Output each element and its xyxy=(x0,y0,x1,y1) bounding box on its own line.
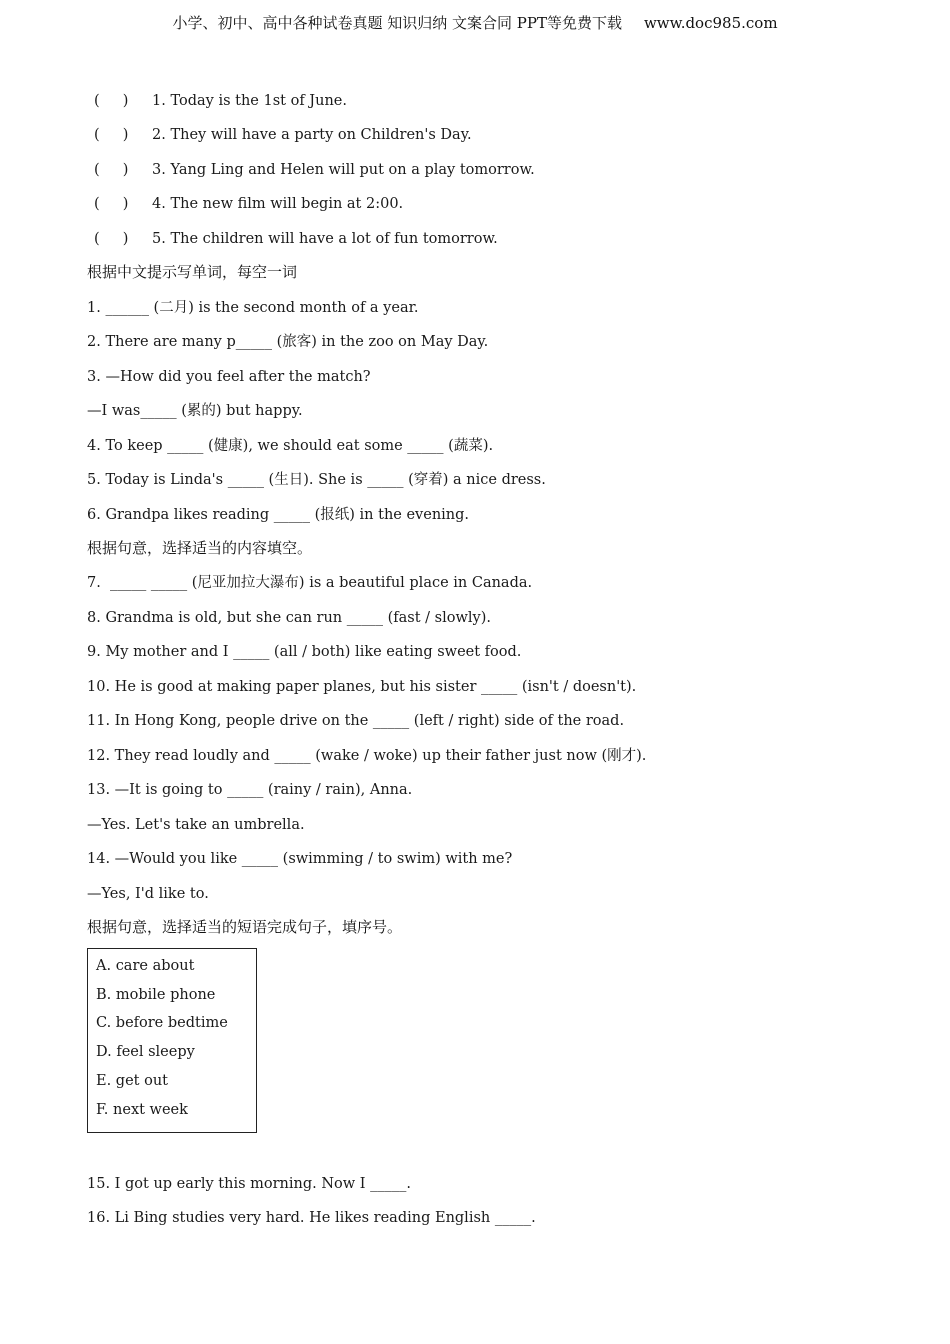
answer-paren[interactable]: ( ) xyxy=(94,127,129,143)
question-line: 1. ______ (二月) is the second month of a year. xyxy=(87,300,419,316)
question-line: 3. —How did you feel after the match? xyxy=(87,369,371,385)
question-line: 16. Li Bing studies very hard. He likes reading English _____. xyxy=(87,1210,536,1226)
question-line: —Yes, I'd like to. xyxy=(87,886,209,902)
question-line: 4. To keep _____ (健康), we should eat some _____ (蔬菜). xyxy=(87,438,494,454)
tf-text: 4. The new film will begin at 2:00. xyxy=(152,196,404,212)
answer-paren[interactable]: ( ) xyxy=(94,231,129,247)
section-title-choose-phrase: 根据句意，选择适当的短语完成句子，填序号。 xyxy=(87,918,403,936)
page-header xyxy=(0,12,950,33)
tf-item-1 xyxy=(94,92,347,110)
answer-paren[interactable]: ( ) xyxy=(94,196,129,212)
tf-item-2 xyxy=(94,126,472,144)
tf-text: 5. The children will have a lot of fun tomorrow. xyxy=(152,231,498,247)
phrase-option: C. before bedtime xyxy=(96,1015,228,1031)
question-line: —Yes. Let's take an umbrella. xyxy=(87,817,305,833)
tf-text: 1. Today is the 1st of June. xyxy=(152,93,347,109)
phrase-option: E. get out xyxy=(96,1073,168,1089)
question-line: 14. —Would you like _____ (swimming / to swim) with me? xyxy=(87,851,513,867)
question-line: 2. There are many p_____ (旅客) in the zoo on May Day. xyxy=(87,334,489,350)
tf-item-5 xyxy=(94,230,498,248)
tf-text: 2. They will have a party on Children's Day. xyxy=(152,127,472,143)
question-line: 9. My mother and I _____ (all / both) like eating sweet food. xyxy=(87,644,522,660)
section-title-word-hints: 根据中文提示写单词，每空一词 xyxy=(87,263,298,281)
question-line: 8. Grandma is old, but she can run _____ (fast / slowly). xyxy=(87,610,491,626)
question-line: 10. He is good at making paper planes, but his sister _____ (isn't / doesn't). xyxy=(87,679,637,695)
phrase-option: F. next week xyxy=(96,1102,188,1118)
question-line: —I was_____ (累的) but happy. xyxy=(87,403,303,419)
phrase-option: A. care about xyxy=(96,958,195,974)
header-site: www.doc985.com xyxy=(643,14,778,32)
section-title-choose-content: 根据句意，选择适当的内容填空。 xyxy=(87,539,313,557)
tf-item-3 xyxy=(94,161,535,179)
phrase-option: B. mobile phone xyxy=(96,987,216,1003)
header-title: 小学、初中、高中各种试卷真题 知识归纳 文案合同 PPT等免费下载 xyxy=(172,14,622,32)
answer-paren[interactable]: ( ) xyxy=(94,93,129,109)
phrase-option-box xyxy=(87,948,257,1133)
tf-item-4 xyxy=(94,195,403,213)
phrase-option: D. feel sleepy xyxy=(96,1044,195,1060)
question-line: 7. _____ _____ (尼亚加拉大瀑布) is a beautiful place in Canada. xyxy=(87,575,533,591)
question-line: 6. Grandpa likes reading _____ (报纸) in the evening. xyxy=(87,507,470,523)
answer-paren[interactable]: ( ) xyxy=(94,162,129,178)
question-line: 5. Today is Linda's _____ (生日). She is _____ (穿着) a nice dress. xyxy=(87,472,546,488)
question-line: 13. —It is going to _____ (rainy / rain), Anna. xyxy=(87,782,413,798)
tf-text: 3. Yang Ling and Helen will put on a play tomorrow. xyxy=(152,162,535,178)
question-line: 15. I got up early this morning. Now I _____. xyxy=(87,1176,411,1192)
question-line: 11. In Hong Kong, people drive on the _____ (left / right) side of the road. xyxy=(87,713,625,729)
question-line: 12. They read loudly and _____ (wake / woke) up their father just now (刚才). xyxy=(87,748,647,764)
